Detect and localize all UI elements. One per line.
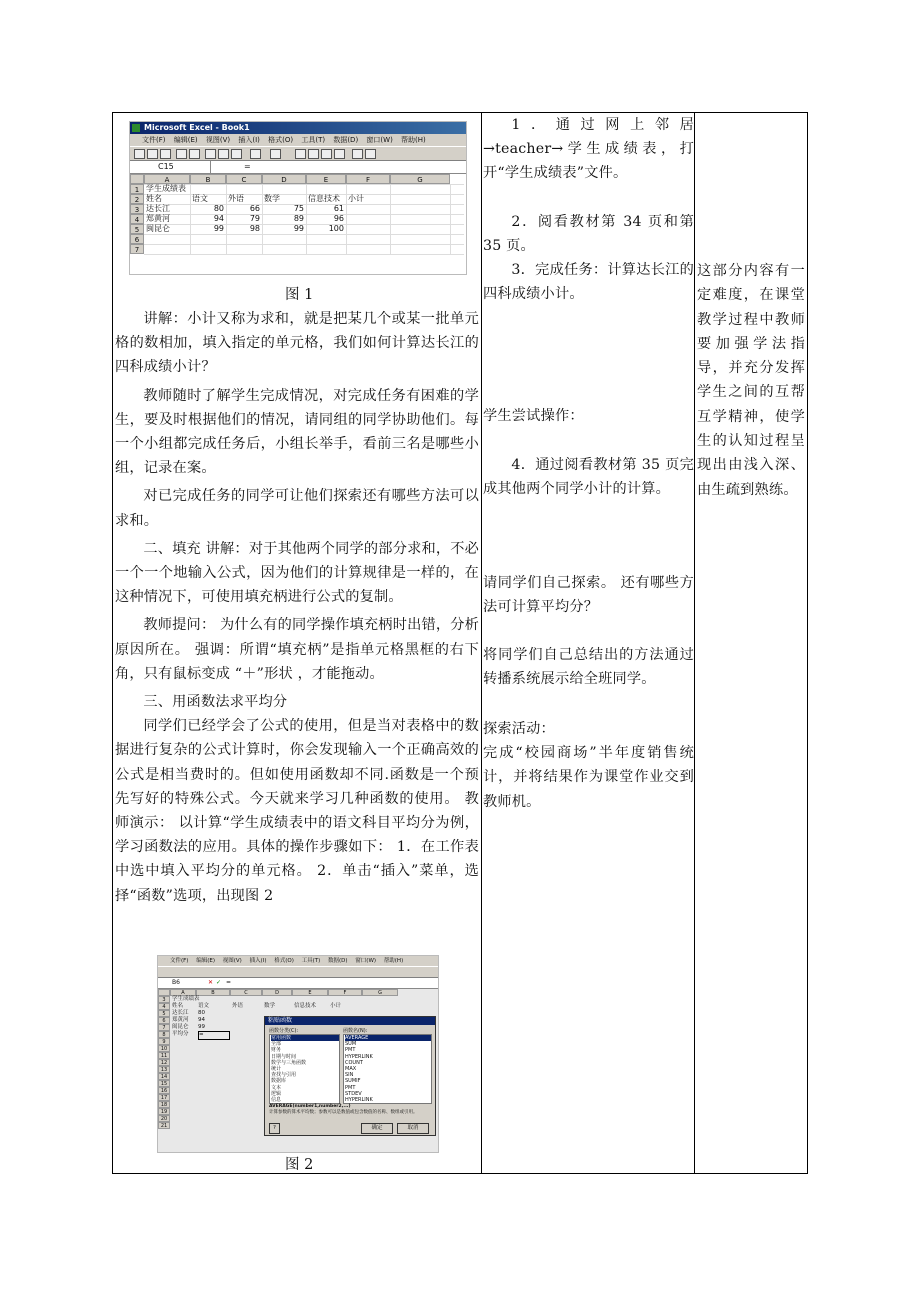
col2-text-block [483,113,694,306]
col3-text-block [697,259,805,502]
col-header-E[interactable]: E [306,174,346,184]
function-list[interactable] [343,1034,432,1104]
grid2-title[interactable]: 学生成绩表 [172,996,200,1002]
share-methods: 将同学们自己总结出的方法通过转播系统展示给全班同学。 [483,647,694,688]
menu2-data[interactable]: 数据(D) [328,958,348,964]
grid2-value[interactable]: 94 [198,1017,205,1023]
category-item[interactable]: 日期与时间 [271,1053,297,1060]
grid-hline [144,204,464,205]
row-header-5[interactable]: 5 [130,224,144,234]
col-header-F[interactable]: F [346,174,390,184]
menu2-view[interactable]: 视图(V) [222,958,242,964]
grid2-row-header[interactable]: 15 [158,1080,170,1087]
grid2-row-header[interactable]: 21 [158,1122,170,1129]
teacher-activity-column [113,113,482,1173]
col2-step4 [483,453,694,501]
grid-vline [262,184,263,254]
menu-file[interactable]: 文件(F) [142,136,166,144]
grid2-row-header[interactable]: 9 [158,1038,170,1045]
preview-icon[interactable] [189,149,200,159]
formula-eq-2[interactable]: = [226,979,232,986]
figure2-caption: 图 2 [285,1157,314,1173]
grid2-corner [158,989,170,996]
menu2-tools[interactable]: 工具(T) [301,958,321,964]
autosum-icon[interactable] [295,149,306,159]
cut-icon[interactable] [205,149,216,159]
lesson-plan-table [112,112,808,1174]
col-header-C[interactable]: C [226,174,262,184]
data-cell[interactable]: 99 [293,224,304,233]
open-icon[interactable] [147,149,158,159]
print-icon[interactable] [176,149,187,159]
category-item[interactable]: 数据库 [271,1078,287,1085]
grid-vline [226,184,227,254]
function-item[interactable]: PMT [345,1047,356,1054]
grid-hline [144,214,464,215]
dialog-title: 粘贴函数 [265,1017,435,1025]
grid2-name[interactable]: 平均分 [172,1031,189,1037]
student-activity-column [482,113,695,1173]
explore-activity-task: 完成“校园商场”半年度销售统计，并将结果作为课堂作业交到教师机。 [483,745,694,810]
grid2-row-header[interactable]: 8 [158,1031,170,1038]
grid2-row-header[interactable]: 3 [158,996,170,1003]
excel-app-icon [132,124,140,132]
menu-view[interactable]: 视图(V) [205,136,231,144]
design-intent-text: 这部分内容有一定难度，在课堂教学过程中教师要加强学法指导，并充分发挥学生之间的互帮互学精神，使学生的认知过程呈现出由浅入深、由生疏到熟练。 [697,263,805,498]
grid-hline [144,184,464,185]
function-item[interactable]: SUMIF [345,1078,361,1085]
function-item[interactable]: MAX [345,1066,357,1073]
name-box[interactable]: C15 [158,162,174,171]
menu-tools[interactable]: 工具(T) [301,136,326,144]
grid2-row-header[interactable]: 16 [158,1087,170,1094]
function-item[interactable]: COUNT [345,1059,363,1066]
data-cell[interactable]: 达长江 [146,204,170,213]
col1-text-top [115,307,479,908]
function-item[interactable]: SIN [345,1072,354,1079]
data-cell[interactable]: 61 [333,204,344,213]
grid2-value[interactable]: = [198,1031,230,1040]
grid-hline [144,244,464,245]
grid2-col-header[interactable]: C [230,989,262,996]
category-label: 函数分类(C): [269,1028,299,1034]
function-description: 计算参数的算术平均数；参数可以是数值或包含数值的名称、数组或引用。 [269,1110,418,1115]
category-list[interactable] [269,1034,340,1104]
grid-hline [144,234,464,235]
col-header-G[interactable]: G [390,174,450,184]
menu2-edit[interactable]: 编辑(E) [196,958,215,964]
enter-check-icon[interactable]: ✓ [216,979,222,986]
explore-average: 请同学们自己探索。 还有哪些方法可计算平均分？ [483,575,694,616]
step-open-file: 1．通过网上邻居→teacher→学生成绩表，打开“学生成绩表”文件。 [483,117,694,182]
function-name-label: 函数名(N): [343,1028,368,1034]
excel-menu-bar [130,134,466,146]
para-explain-sum: 讲解：小计又称为求和，就是把某几个或某一批单元格的数相加，填入指定的单元格，我们如何计算达长江的四科成绩小计？ [115,311,479,376]
header-cell[interactable]: 小计 [348,194,364,203]
data-cell[interactable]: 94 [213,214,224,223]
grid-vline [450,184,451,254]
step-compute-subtotal: 3．完成任务：计算达长江的四科成绩小计。 [483,262,694,303]
grid2-row-header[interactable]: 6 [158,1017,170,1024]
grid2-row-header[interactable]: 18 [158,1101,170,1108]
grid2-header[interactable]: 语文 [198,1003,210,1009]
grid2-row-header[interactable]: 13 [158,1066,170,1073]
undo-icon[interactable] [250,149,261,159]
grid2-col-header[interactable]: A [170,989,196,996]
menu2-insert[interactable]: 插入(I) [249,958,267,964]
sort-asc-icon[interactable] [321,149,332,159]
grid2-row-header[interactable]: 14 [158,1073,170,1080]
sort-desc-icon[interactable] [334,149,345,159]
design-intent-column [695,113,807,1173]
cancel-button[interactable]: 取消 [397,1123,429,1134]
category-item[interactable]: 逻辑 [271,1090,282,1097]
grid-vline [306,184,307,254]
menu-format[interactable]: 格式(O) [268,136,294,144]
step-other-subtotals: 4．通过阅看教材第 35 页完成其他两个同学小计的计算。 [483,457,694,498]
grid2-col-header[interactable]: G [362,989,398,996]
header-cell[interactable]: 外语 [228,194,244,203]
grid-vline [390,184,391,254]
menu-edit[interactable]: 编辑(E) [173,136,198,144]
name-box-2[interactable]: B6 [172,979,180,986]
chart-icon[interactable] [352,149,363,159]
grid2-row-header[interactable]: 19 [158,1108,170,1115]
function-item[interactable]: SUM [345,1041,357,1048]
menu2-window[interactable]: 窗口(W) [355,958,377,964]
grid2-header[interactable]: 信息技术 [294,1003,317,1009]
col-header-D[interactable]: D [262,174,306,184]
function-syntax: AVERAGE(number1,number2,...) [269,1104,351,1109]
heading-function-average: 三、用函数法求平均分 [143,694,288,711]
redo-icon[interactable] [270,149,281,159]
student-try-label: 学生尝试操作： [483,408,584,424]
data-cell[interactable]: 96 [333,214,344,223]
para-explore-sum: 对已完成任务的同学可让他们探索还有哪些方法可以求和。 [115,488,479,529]
row-header-2[interactable]: 2 [130,194,144,204]
paste-icon[interactable] [231,149,242,159]
data-cell[interactable]: 75 [293,204,304,213]
col2-explore [483,571,694,619]
excel2-menu-bar [158,956,438,966]
grid-hline [144,224,464,225]
grid2-col-header[interactable]: F [328,989,362,996]
copy-icon[interactable] [218,149,229,159]
menu-insert[interactable]: 插入(I) [238,136,260,144]
menu-data[interactable]: 数据(D) [333,136,359,144]
excel2-formula-bar [158,978,438,989]
grid2-row-header[interactable]: 12 [158,1059,170,1066]
grid2-col-header[interactable]: B [196,989,230,996]
new-icon[interactable] [134,149,145,159]
grid-vline [346,184,347,254]
row-header-3[interactable]: 3 [130,204,144,214]
grid2-row-header[interactable]: 5 [158,1010,170,1017]
header-cell[interactable]: 数学 [264,194,280,203]
function-item[interactable]: AVERAGE [345,1035,431,1041]
grid2-row-header[interactable]: 10 [158,1045,170,1052]
excel-formula-bar [130,161,466,174]
header-cell[interactable]: 语文 [192,194,208,203]
formula-equals[interactable]: = [244,162,251,171]
figure1-caption: 图 1 [285,287,314,303]
category-item[interactable]: 统计 [271,1066,282,1073]
map-icon[interactable] [365,149,376,159]
row-header-1[interactable]: 1 [130,184,144,194]
menu2-format[interactable]: 格式(O) [274,958,294,964]
grid2-header[interactable]: 外语 [232,1003,244,1009]
grid-vline [190,184,191,254]
col-header-B[interactable]: B [190,174,226,184]
sheet-title-cell[interactable]: 学生成绩表 [146,184,186,193]
grid2-name[interactable]: 闽昆仑 [172,1024,189,1030]
col-header-A[interactable]: A [144,174,190,184]
save-icon[interactable] [160,149,171,159]
grid2-value[interactable]: 80 [198,1010,205,1016]
menu2-help[interactable]: 帮助(H) [383,958,404,964]
data-cell[interactable]: 100 [328,224,344,233]
grid2-header[interactable]: 小计 [330,1003,342,1009]
row-header-4[interactable]: 4 [130,214,144,224]
category-item[interactable]: 文本 [271,1084,282,1091]
para-teacher-question: 教师提问： 为什么有的同学操作填充柄时出错，分析原因所在。 强调：所谓“填充柄”是指单元格黑框的右下角，只有鼠标变成 “＋”形状 ，才能拖动。 [115,617,480,682]
category-item[interactable]: 常用函数 [271,1035,339,1041]
function-item[interactable]: HYPERLINK [345,1053,373,1060]
excel-screenshot-fig1 [129,121,467,275]
grid2-col-header[interactable]: D [262,989,292,996]
excel-title-bar [130,122,466,134]
row-header-7[interactable]: 7 [130,244,144,254]
header-cell[interactable]: 信息技术 [308,194,340,203]
grid2-col-header[interactable]: E [292,989,328,996]
grid2-header[interactable]: 姓名 [172,1003,184,1009]
data-cell[interactable]: 79 [249,214,260,223]
ok-button[interactable]: 确定 [361,1123,393,1134]
col2-student-try [483,404,694,428]
category-item[interactable]: 查找与引用 [271,1072,297,1079]
data-cell[interactable]: 89 [293,214,304,223]
help-icon[interactable]: ? [269,1123,280,1134]
excel-screenshot-fig2 [157,955,439,1153]
paste-function-dialog [264,1016,436,1136]
col2-share [483,643,694,691]
grid2-row-header[interactable]: 4 [158,1003,170,1010]
menu2-file[interactable]: 文件(F) [170,958,189,964]
header-cell[interactable]: 姓名 [146,194,162,203]
data-cell[interactable]: 98 [249,224,260,233]
grid-hline [144,254,464,255]
function-item[interactable]: PMT [345,1084,356,1091]
grid2-row-header[interactable]: 17 [158,1094,170,1101]
grid2-row-header[interactable]: 20 [158,1115,170,1122]
function-item[interactable]: STDEV [345,1090,362,1097]
data-cell[interactable]: 99 [213,224,224,233]
category-item[interactable]: 数学与三角函数 [271,1059,307,1066]
category-item[interactable]: 全部 [271,1041,282,1048]
grid-corner [130,174,144,184]
excel2-toolbar [158,966,438,978]
para-function-intro: 同学们已经学会了公式的使用，但是当对表格中的数据进行复杂的公式计算时，你会发现输入一个正确高效的公式是相当费时的。但如使用函数却不同.函数是一个预先写好的特殊公式。今天就来学习几种函数的使用。 教师演示： 以计算“学生成绩表中的语文科目平均分为例，学习函数法的应用。具体的操作步骤如下： 1．在工作表中选中填入平均分的单元格。 2．单击“插入”菜单，选择“函数”选项，出现图 2 [115,718,479,904]
row-header-6[interactable]: 6 [130,234,144,244]
function-item[interactable]: HYPERLINK [345,1097,373,1104]
excel-toolbar [130,146,466,161]
cancel-x-icon[interactable]: ✕ [208,979,214,986]
data-cell[interactable]: 66 [249,204,260,213]
data-cell[interactable]: 郑黄河 [146,214,170,223]
grid2-name[interactable]: 郑黄河 [172,1017,189,1023]
category-item[interactable]: 财务 [271,1047,282,1054]
step-read-textbook: 2．阅看教材第 34 页和第 35 页。 [483,213,694,254]
col2-activity [483,717,694,814]
category-item[interactable]: 信息 [271,1097,282,1104]
menu-window[interactable]: 窗口(W) [366,136,393,144]
para-fill-handle: 二、填充 讲解：对于其他两个同学的部分求和，不必一个一个地输入公式，因为他们的计算规律是一样的，在这种情况下，可使用填充柄进行公式的复制。 [115,540,480,606]
para-teacher-monitor: 教师随时了解学生完成情况，对完成任务有困难的学生，要及时根据他们的情况，请同组的同学协助他们。每一个小组都完成任务后，小组长举手，看前三名是哪些小组，记录在案。 [115,387,479,477]
menu-help[interactable]: 帮助(H) [401,136,426,144]
grid2-header[interactable]: 数学 [264,1003,276,1009]
data-cell[interactable]: 闽昆仑 [146,224,170,233]
grid2-row-header[interactable]: 7 [158,1024,170,1031]
grid2-value[interactable]: 99 [198,1024,205,1030]
function-icon[interactable] [308,149,319,159]
grid2-name[interactable]: 达长江 [172,1010,189,1016]
excel-window-title: Microsoft Excel - Book1 [144,123,250,132]
data-cell[interactable]: 80 [213,204,224,213]
explore-activity-label: 探索活动： [483,721,555,737]
grid2-row-header[interactable]: 11 [158,1052,170,1059]
